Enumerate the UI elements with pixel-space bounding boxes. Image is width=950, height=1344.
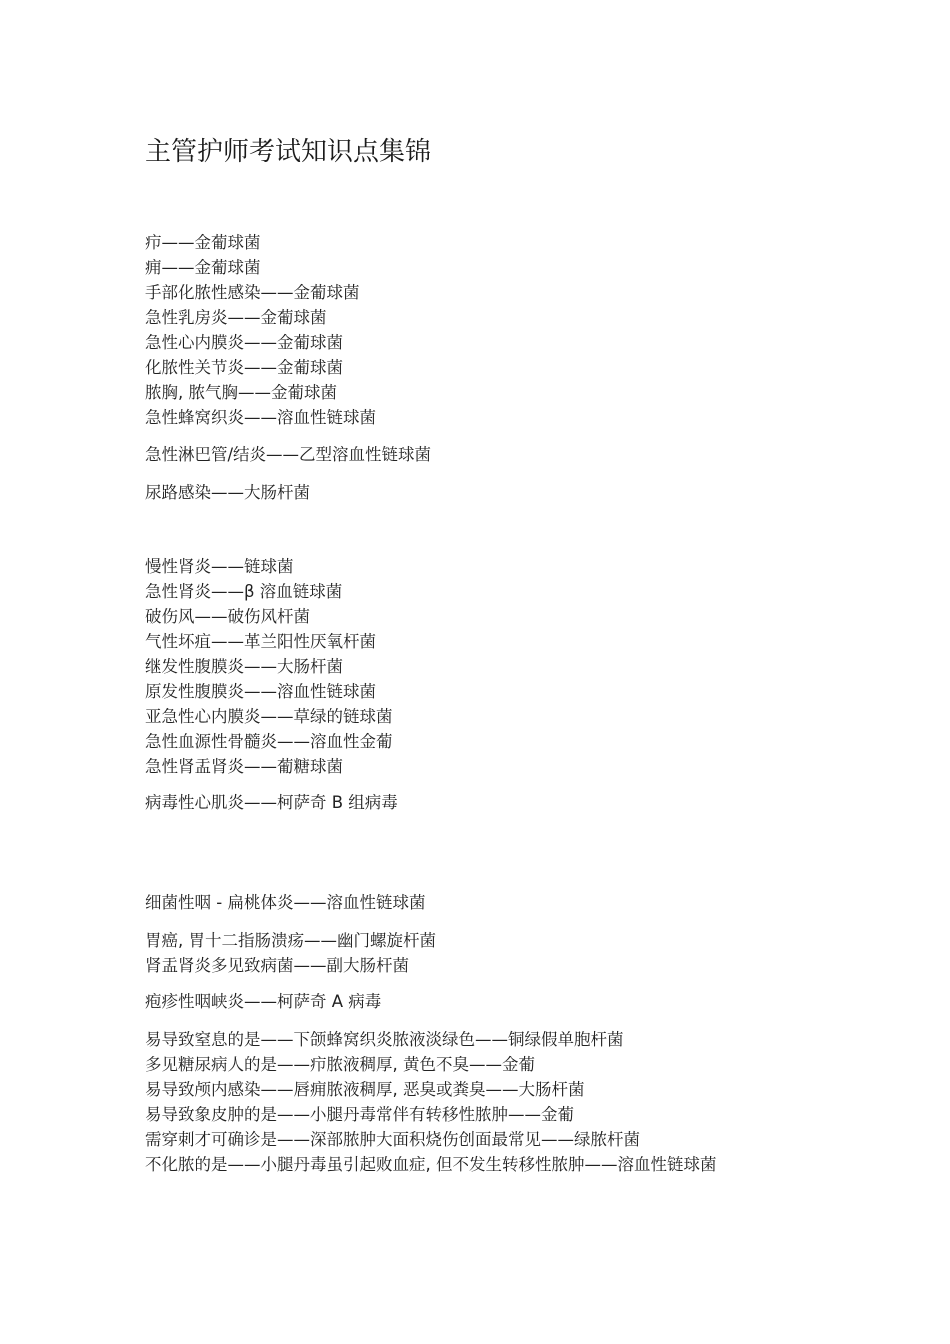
text-line: 继发性腹膜炎——大肠杆菌 [145, 657, 343, 676]
text-line: 不化脓的是——小腿丹毒虽引起败血症, 但不发生转移性脓肿——溶血性链球菌 [145, 1155, 717, 1174]
text-line: 痈——金葡球菌 [145, 258, 261, 277]
text-line: 病毒性心肌炎——柯萨奇 B 组病毒 [145, 793, 398, 812]
text-line: 手部化脓性感染——金葡球菌 [145, 283, 360, 302]
text-line: 急性肾盂肾炎——葡糖球菌 [145, 757, 343, 776]
text-line: 破伤风——破伤风杆菌 [145, 607, 310, 626]
text-line: 急性乳房炎——金葡球菌 [145, 308, 327, 327]
text-line: 易导致象皮肿的是——小腿丹毒常伴有转移性脓肿——金葡 [145, 1105, 574, 1124]
text-line: 脓胸, 脓气胸——金葡球菌 [145, 383, 337, 402]
text-line: 肾盂肾炎多见致病菌——副大肠杆菌 [145, 956, 409, 975]
text-line: 急性血源性骨髓炎——溶血性金葡 [145, 732, 393, 751]
text-line: 需穿刺才可确诊是——深部脓肿大面积烧伤创面最常见——绿脓杆菌 [145, 1130, 640, 1149]
text-line: 急性肾炎——β 溶血链球菌 [145, 582, 343, 601]
text-line: 易导致窒息的是——下颌蜂窝织炎脓液淡绿色——铜绿假单胞杆菌 [145, 1030, 624, 1049]
text-line: 化脓性关节炎——金葡球菌 [145, 358, 343, 377]
text-line: 多见糖尿病人的是——疖脓液稠厚, 黄色不臭——金葡 [145, 1055, 535, 1074]
text-line: 细菌性咽 - 扁桃体炎——溶血性链球菌 [145, 893, 426, 912]
text-line: 原发性腹膜炎——溶血性链球菌 [145, 682, 376, 701]
text-line: 急性心内膜炎——金葡球菌 [145, 333, 343, 352]
text-line: 尿路感染——大肠杆菌 [145, 483, 310, 502]
text-line: 胃癌, 胃十二指肠溃疡——幽门螺旋杆菌 [145, 931, 436, 950]
text-line: 气性坏疽——革兰阳性厌氧杆菌 [145, 632, 376, 651]
text-line: 易导致颅内感染——唇痈脓液稠厚, 恶臭或粪臭——大肠杆菌 [145, 1080, 585, 1099]
document-title: 主管护师考试知识点集锦 [145, 137, 432, 167]
text-line: 疖——金葡球菌 [145, 233, 261, 252]
text-line: 慢性肾炎——链球菌 [145, 557, 294, 576]
text-line: 疱疹性咽峡炎——柯萨奇 A 病毒 [145, 992, 382, 1011]
text-line: 急性蜂窝织炎——溶血性链球菌 [145, 408, 376, 427]
text-line: 急性淋巴管/结炎——乙型溶血性链球菌 [145, 445, 432, 464]
text-line: 亚急性心内膜炎——草绿的链球菌 [145, 707, 393, 726]
